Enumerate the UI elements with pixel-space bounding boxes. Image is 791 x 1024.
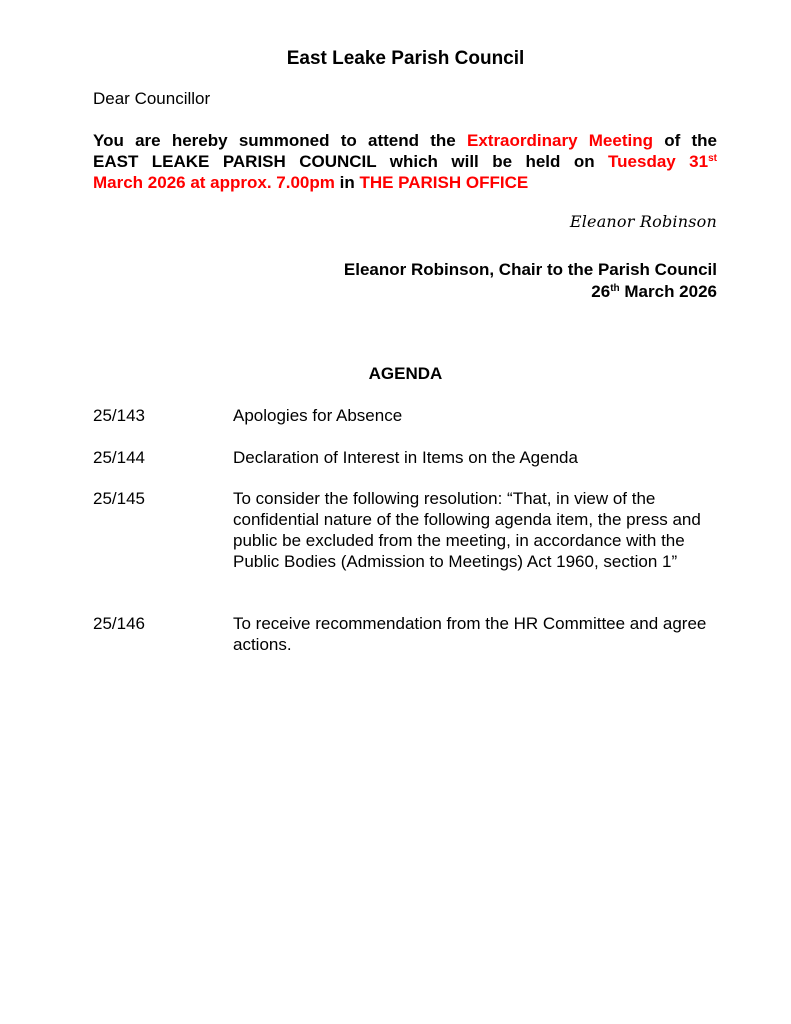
summons-line-3 (93, 172, 717, 193)
signed-date: 26th March 2026 (591, 282, 717, 301)
summons-paragraph (93, 130, 717, 193)
agenda-item-text: To consider the following resolution: “That, in view of the confidential nature of the following agenda item, the press and public be excluded from the meeting, in accordance with the Public Bodies (Admission to Meetings) Act 1960, section 1” (233, 489, 701, 571)
meeting-day-suffix: st (708, 153, 718, 164)
handwritten-signature: Eleanor Robinson (569, 212, 717, 231)
agenda-item-text: Declaration of Interest in Items on the Agenda (233, 448, 578, 467)
summons-in: in (334, 173, 360, 192)
meeting-date-time: March 2026 at approx. 7.00pm (93, 173, 335, 192)
summons-line-2 (93, 151, 717, 172)
council-title: East Leake Parish Council (286, 48, 525, 69)
agenda-item-number: 25/143 (93, 406, 145, 425)
summons-of-the: of the (652, 131, 717, 150)
greeting: Dear Councillor (93, 89, 211, 108)
summons-line-1 (93, 130, 717, 151)
signed-date-suffix: th (610, 283, 620, 294)
agenda-heading: AGENDA (368, 364, 443, 383)
meeting-venue: THE PARISH OFFICE (359, 173, 529, 192)
agenda-item-number: 25/144 (93, 448, 145, 467)
summons-council-name: EAST LEAKE PARISH COUNCIL which will be held on (93, 152, 609, 171)
agenda-item-text: Apologies for Absence (233, 406, 403, 425)
meeting-type: Extraordinary Meeting (466, 131, 653, 150)
meeting-day: Tuesday 31st (608, 152, 718, 171)
agenda-item-number: 25/145 (93, 489, 145, 508)
signer-name-role: Eleanor Robinson, Chair to the Parish Council (343, 260, 717, 279)
agenda-item-number: 25/146 (93, 614, 145, 633)
agenda-item-text: To receive recommendation from the HR Committee and agree actions. (233, 614, 707, 654)
signer-block (344, 259, 717, 303)
summons-intro: You are hereby summoned to attend the (93, 131, 467, 150)
